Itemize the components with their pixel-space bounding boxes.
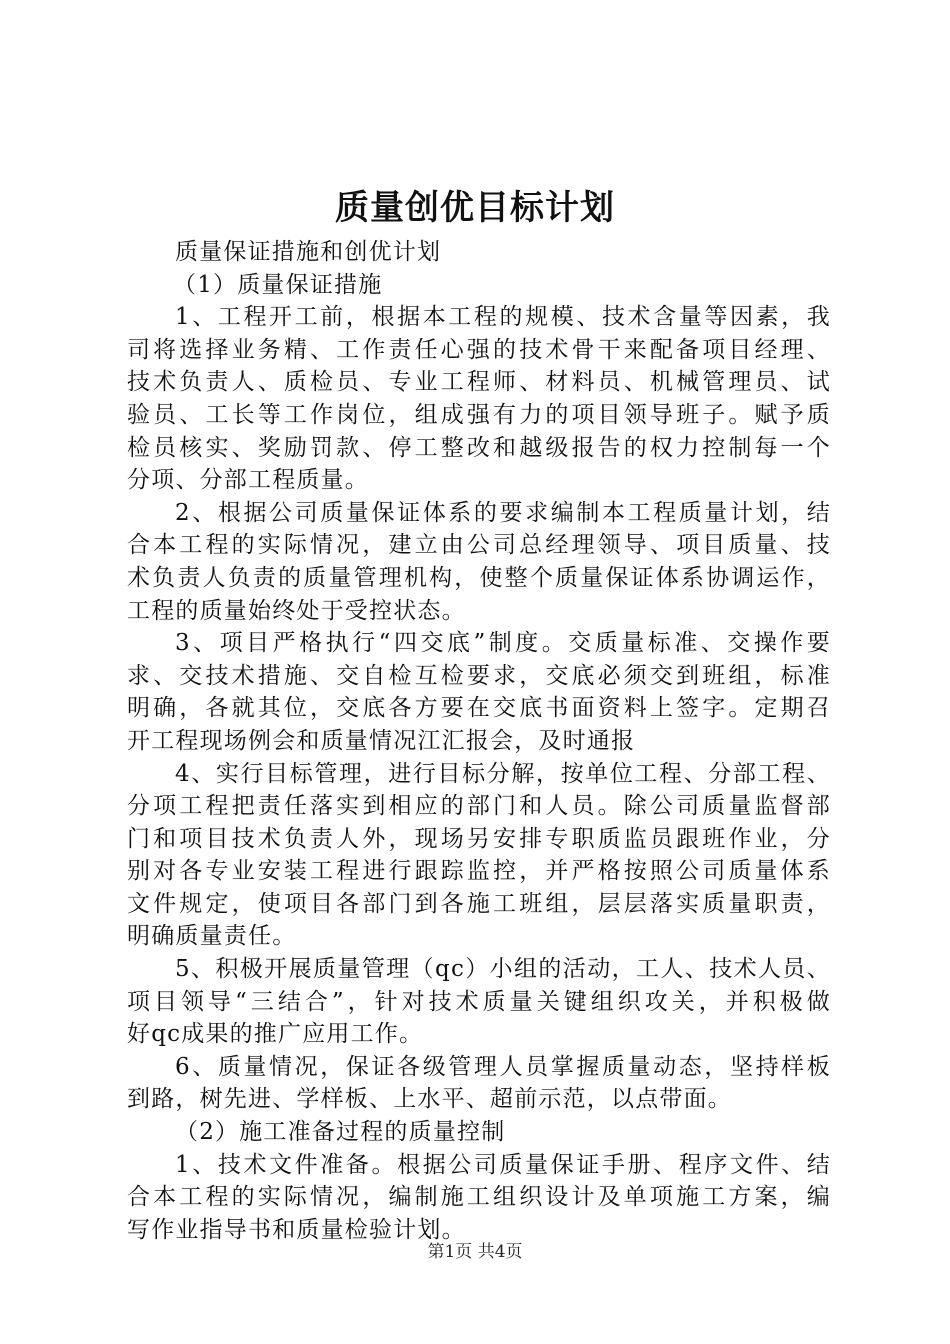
text-line: 到路，树先进、学样板、上水平、超前示范，以点带面。 <box>127 1086 732 1113</box>
text-line: 分项工程把责任落实到相应的部门和人员。除公司质量监督部 <box>127 793 831 820</box>
text-line: 术负责人负责的质量管理机构，使整个质量保证体系协调运作， <box>127 564 831 591</box>
text-line: 分项、分部工程质量。 <box>127 467 369 494</box>
text-line: 4、实行目标管理，进行目标分解，按单位工程、分部工程、 <box>175 760 831 787</box>
text-line: 合本工程的实际情况，编制施工组织设计及单项施工方案，编 <box>127 1184 831 1211</box>
text-line: 1、工程开工前，根据本工程的规模、技术含量等因素，我 <box>175 304 831 331</box>
text-line: （2）施工准备过程的质量控制 <box>175 1119 506 1146</box>
text-line: 1、技术文件准备。根据公司质量保证手册、程序文件、结 <box>175 1151 831 1178</box>
text-line: 好qc成果的推广应用工作。 <box>127 1021 424 1048</box>
document-title: 质量创优目标计划 <box>335 188 615 228</box>
text-line: 质量保证措施和创优计划 <box>175 239 442 265</box>
page-footer: 第1页 共4页 <box>427 1242 523 1262</box>
text-line: 司将选择业务精、工作责任心强的技术骨干来配备项目经理、 <box>127 336 831 363</box>
text-line: 技术负责人、质检员、专业工程师、材料员、机械管理员、试 <box>127 369 831 396</box>
text-line: 别对各专业安装工程进行跟踪监控，并严格按照公司质量体系 <box>127 858 831 885</box>
text-line: 3、项目严格执行“四交底”制度。交质量标准、交操作要 <box>175 630 831 657</box>
text-line: 5、积极开展质量管理（qc）小组的活动，工人、技术人员、 <box>175 956 831 983</box>
text-line: 工程的质量始终处于受控状态。 <box>127 597 466 624</box>
text-line: 文件规定，使项目各部门到各施工班组，层层落实质量职责， <box>127 890 831 917</box>
text-line: 项目领导“三结合”，针对技术质量关键组织攻关，并积极做 <box>127 988 831 1015</box>
text-line: 明确质量责任。 <box>127 923 297 950</box>
text-line: 检员核实、奖励罚款、停工整改和越级报告的权力控制每一个 <box>127 434 831 461</box>
text-line: （1）质量保证措施 <box>173 271 383 298</box>
text-line: 明确，各就其位，交底各方要在交底书面资料上签字。定期召 <box>127 695 831 722</box>
text-line: 2、根据公司质量保证体系的要求编制本工程质量计划，结 <box>175 499 831 526</box>
text-line: 合本工程的实际情况，建立由公司总经理领导、项目质量、技 <box>127 532 831 559</box>
text-line: 开工程现场例会和质量情况江汇报会，及时通报 <box>127 727 636 754</box>
text-line: 求、交技术措施、交自检互检要求，交底必须交到班组，标准 <box>127 662 831 689</box>
text-line: 验员、工长等工作岗位，组成强有力的项目领导班子。赋予质 <box>127 401 831 428</box>
text-line: 6、质量情况，保证各级管理人员掌握质量动态，坚持样板 <box>175 1053 831 1080</box>
text-line: 写作业指导书和质量检验计划。 <box>127 1216 466 1243</box>
document-body <box>127 236 831 1246</box>
text-line: 门和项目技术负责人外，现场另安排专职质监员跟班作业，分 <box>127 825 831 852</box>
